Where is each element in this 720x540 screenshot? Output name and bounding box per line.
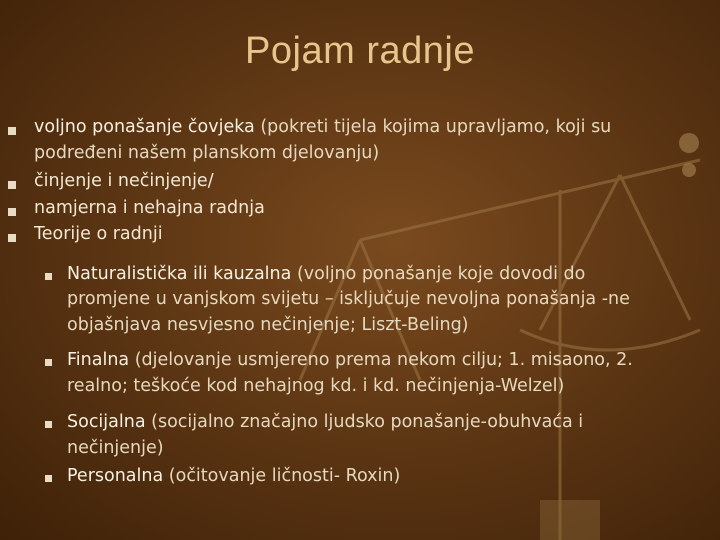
item-term: Personalna	[67, 466, 164, 486]
bullet-square-icon	[8, 127, 16, 135]
list-item: činjenje i nečinjenje/	[34, 171, 214, 191]
item-description: (očitovanje ličnosti- Roxin)	[163, 466, 401, 486]
item-description: (pokreti tijela kojima upravljamo, koji su	[254, 117, 612, 137]
sub-list-item-continuation: promjene u vanjskom svijetu – isključuje nevoljna ponašanja -ne	[67, 289, 630, 309]
bullet-square-icon	[45, 273, 52, 280]
bullet-square-icon	[45, 475, 52, 482]
bullet-square-icon	[8, 234, 16, 242]
item-term: Socijalna	[67, 412, 146, 432]
item-term: Naturalistička ili kauzalna	[67, 264, 292, 284]
sub-list-item-continuation: realno; teškoće kod nehajnog kd. i kd. nečinjenja-Welzel)	[67, 376, 565, 396]
sub-list-item	[67, 349, 633, 371]
item-term: voljno ponašanje čovjeka	[34, 117, 255, 137]
list-item	[34, 116, 611, 138]
sub-list-item	[67, 263, 585, 285]
sub-list-item-continuation: nečinjenje)	[67, 438, 164, 458]
list-item: namjerna i nehajna radnja	[34, 198, 265, 218]
sub-list-item	[67, 465, 400, 487]
item-term: Finalna	[67, 350, 130, 370]
item-description: (djelovanje usmjereno prema nekom cilju; 1. misaono, 2.	[129, 350, 633, 370]
list-item-continuation: podređeni našem planskom djelovanju)	[34, 143, 380, 163]
list-item: Teorije o radnji	[34, 224, 163, 244]
bullet-square-icon	[45, 359, 52, 366]
item-description: (socijalno značajno ljudsko ponašanje-obuhvaća i	[145, 412, 584, 432]
bullet-square-icon	[8, 181, 16, 189]
sub-list-item-continuation: objašnjava nesvjesno nečinjenje; Liszt-Beling)	[67, 315, 469, 335]
bullet-square-icon	[45, 421, 52, 428]
item-description: (voljno ponašanje koje dovodi do	[291, 264, 586, 284]
slide-title: Pojam radnje	[245, 30, 475, 72]
sub-list-item	[67, 411, 583, 433]
bullet-square-icon	[8, 208, 16, 216]
